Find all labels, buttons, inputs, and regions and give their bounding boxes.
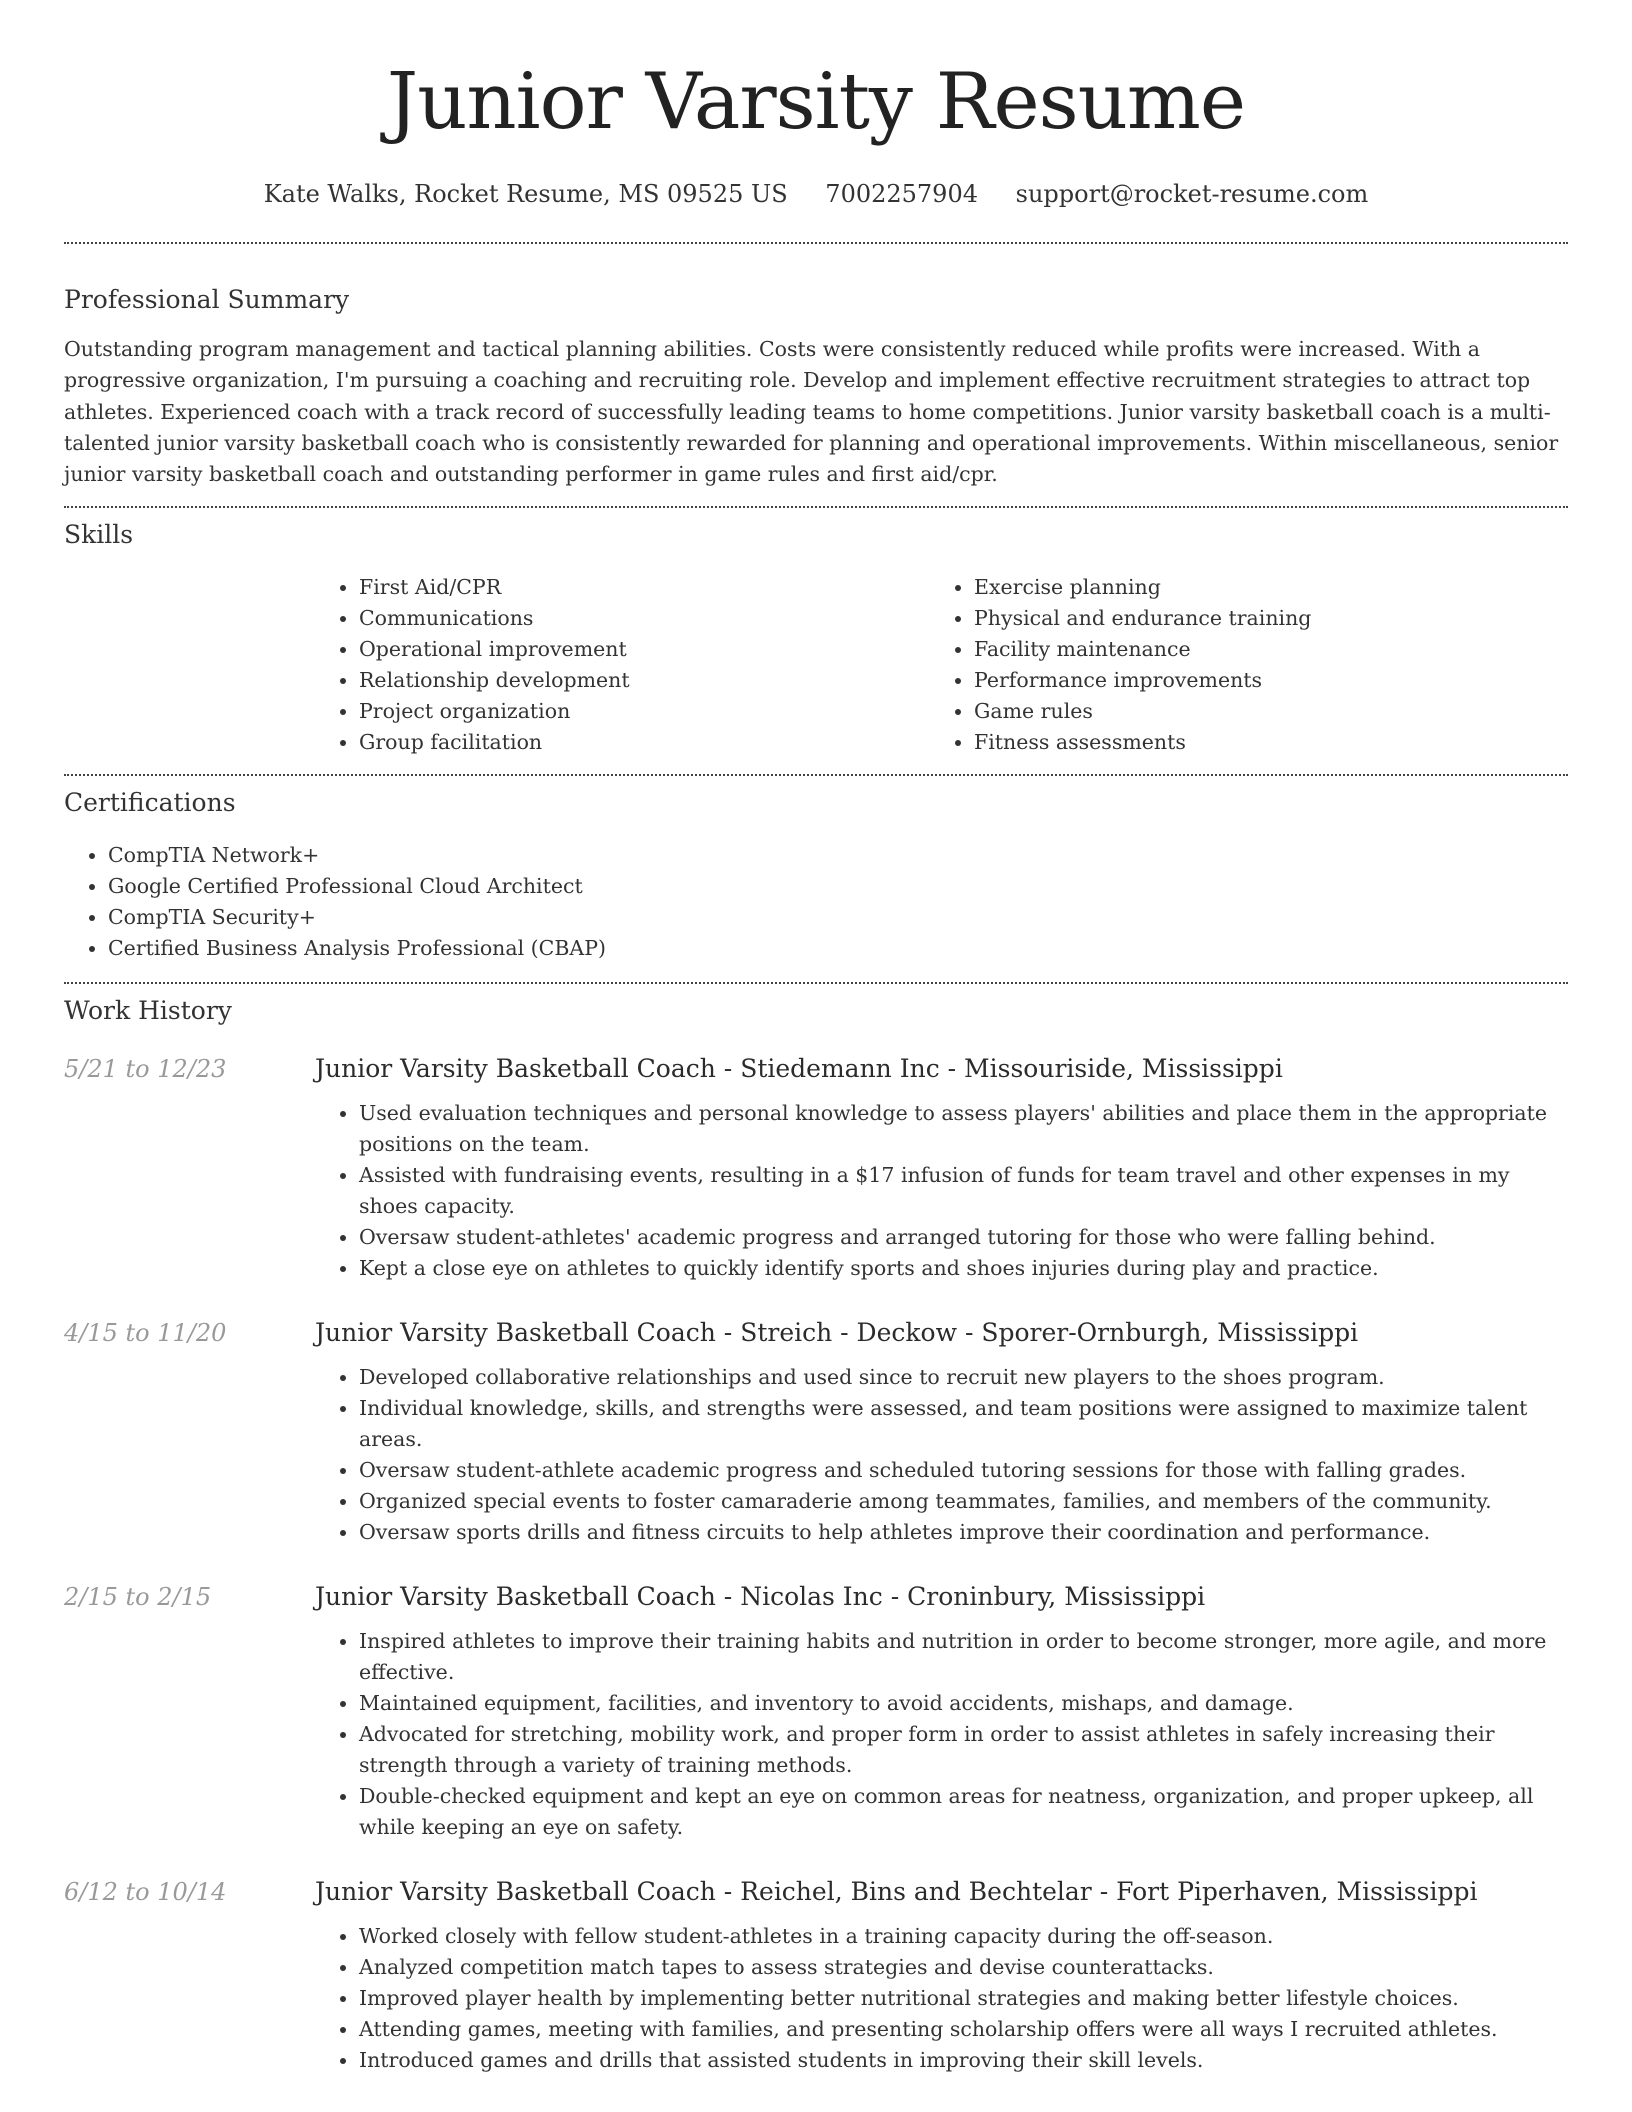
skills-list-right [930,572,1545,758]
work-history-section [64,984,1568,2076]
job-entry [64,1875,1568,2076]
summary-heading: Professional Summary [64,285,350,314]
job-dates: 5/21 to 12/23 [64,1055,227,1084]
list-item: • Maintained equipment, facilities, and inventory to avoid accidents, mishaps, and damage. [359,1688,1568,1719]
list-item: • Assisted with fundraising events, resulting in a $17 infusion of funds for team travel and other expenses in my shoes capacity. [359,1160,1568,1222]
list-item: • Communications [359,603,930,634]
job-title: Junior Varsity Basketball Coach - Stiedemann Inc - Missouriside, Mississippi [315,1054,1283,1084]
summary-section [64,244,1568,490]
job-bullets [315,1626,1568,1843]
list-item: • Group facilitation [359,727,930,758]
list-item: • Kept a close eye on athletes to quickly identify sports and shoes injuries during play and practice. [359,1253,1568,1284]
list-item: • Organized special events to foster camaraderie among teammates, families, and members of the community. [359,1486,1568,1517]
list-item: • Certified Business Analysis Professional (CBAP) [108,933,1568,964]
certifications-section [64,776,1568,964]
contact-phone: 7002257904 [825,180,978,208]
certifications-list [64,840,1568,964]
list-item: • Introduced games and drills that assisted students in improving their skill levels. [359,2045,1568,2076]
skills-section [64,508,1568,758]
job-bullets [315,1921,1568,2076]
list-item: • Double-checked equipment and kept an eye on common areas for neatness, organization, and proper upkeep, all while keeping an eye on safety. [359,1781,1568,1843]
contact-address: Kate Walks, Rocket Resume, MS 09525 US [263,180,788,208]
summary-text: Outstanding program management and tactical planning abilities. Costs were consistently reduced while profits were increased. With a progressive organization, I'm pursuing a coaching and recruiting role. Develop and implement effective recruitment strategies to attract top athletes. Experienced coach with a track record of successfully leading teams to home competitions. Junior varsity basketball coach is a multi-talented junior varsity basketball coach who is consistently rewarded for planning and operational improvements. Within miscellaneous, senior junior varsity basketball coach and outstanding performer in game rules and first aid/cpr. [64,337,1559,487]
contact-line [64,178,1568,210]
list-item: • Worked closely with fellow student-athletes in a training capacity during the off-season. [359,1921,1568,1952]
list-item: • First Aid/CPR [359,572,930,603]
list-item: • Attending games, meeting with families, and presenting scholarship offers were all ways I recruited athletes. [359,2014,1568,2045]
list-item: • Project organization [359,696,930,727]
resume-title: Junior Varsity Resume [386,57,1246,147]
list-item: • Physical and endurance training [974,603,1545,634]
list-item: • Developed collaborative relationships and used since to recruit new players to the shoes program. [359,1362,1568,1393]
list-item: • Analyzed competition match tapes to assess strategies and devise counterattacks. [359,1952,1568,1983]
job-entry [64,1052,1568,1284]
skills-heading: Skills [64,520,134,550]
list-item: • Individual knowledge, skills, and strengths were assessed, and team positions were assigned to maximize talent areas. [359,1393,1568,1455]
list-item: • Fitness assessments [974,727,1545,758]
job-dates: 6/12 to 10/14 [64,1878,227,1907]
list-item: • Improved player health by implementing better nutritional strategies and making better lifestyle choices. [359,1983,1568,2014]
skills-columns [315,572,1568,758]
job-entry [64,1580,1568,1843]
job-title: Junior Varsity Basketball Coach - Reichel, Bins and Bechtelar - Fort Piperhaven, Mississippi [315,1877,1478,1907]
list-item: • Inspired athletes to improve their training habits and nutrition in order to become stronger, more agile, and more effective. [359,1626,1568,1688]
list-item: • Relationship development [359,665,930,696]
list-item: • Operational improvement [359,634,930,665]
job-dates: 2/15 to 2/15 [64,1583,212,1612]
list-item: • Google Certified Professional Cloud Architect [108,871,1568,902]
list-item: • Facility maintenance [974,634,1545,665]
certifications-heading: Certifications [64,788,236,818]
list-item: • Oversaw student-athlete academic progress and scheduled tutoring sessions for those with falling grades. [359,1455,1568,1486]
resume-page [64,0,1568,2076]
job-entry [64,1316,1568,1548]
contact-email: support@rocket-resume.com [1015,180,1369,208]
list-item: • Game rules [974,696,1545,727]
job-bullets [315,1362,1568,1548]
list-item: • Advocated for stretching, mobility work, and proper form in order to assist athletes in safely increasing their strength through a variety of training methods. [359,1719,1568,1781]
list-item: • CompTIA Network+ [108,840,1568,871]
job-title: Junior Varsity Basketball Coach - Streich - Deckow - Sporer-Ornburgh, Mississippi [315,1318,1359,1348]
list-item: • Oversaw sports drills and fitness circuits to help athletes improve their coordination and performance. [359,1517,1568,1548]
list-item: • Performance improvements [974,665,1545,696]
list-item: • Used evaluation techniques and personal knowledge to assess players' abilities and place them in the appropriate positions on the team. [359,1098,1568,1160]
list-item: • Exercise planning [974,572,1545,603]
skills-list-left [315,572,930,758]
list-item: • CompTIA Security+ [108,902,1568,933]
list-item: • Oversaw student-athletes' academic progress and arranged tutoring for those who were falling behind. [359,1222,1568,1253]
work-history-heading: Work History [64,996,232,1026]
job-dates: 4/15 to 11/20 [64,1319,227,1348]
job-title: Junior Varsity Basketball Coach - Nicolas Inc - Croninbury, Mississippi [315,1582,1206,1612]
job-bullets [315,1098,1568,1284]
